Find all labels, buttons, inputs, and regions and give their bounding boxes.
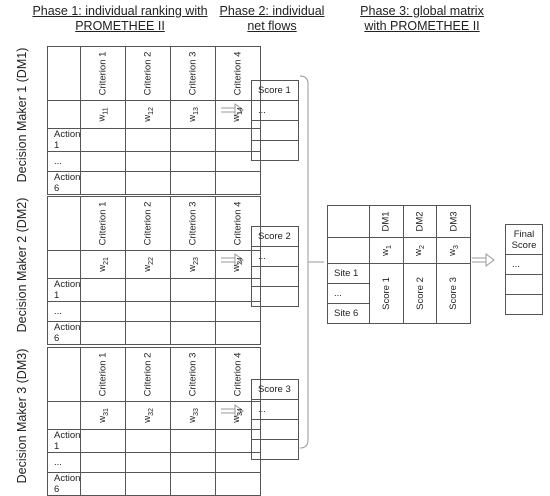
- dm2-matrix: [47, 196, 261, 345]
- dm2-action-1: Action 1: [48, 279, 81, 302]
- dm1-weight-2: $w_{12}$: [141, 107, 155, 122]
- global-score-2: Score 2: [414, 277, 426, 310]
- dm1-score-header: Score 1: [252, 81, 299, 101]
- dm3-score-header: Score 3: [252, 380, 299, 400]
- dm2-weight-1: $w_{21}$: [96, 257, 110, 272]
- dm3-weight-3: $w_{33}$: [186, 408, 200, 423]
- dm3-weight-2: $w_{32}$: [141, 408, 155, 423]
- dm2-criterion-3: Criterion 3: [187, 201, 199, 246]
- phase3-heading-line2: with PROMETHEE II: [364, 19, 480, 33]
- dm1-action-ellipsis: ...: [48, 152, 81, 172]
- dm1-action-6: Action 6: [48, 172, 81, 195]
- phase3-heading-line1: Phase 3: global matrix: [360, 4, 484, 18]
- dm3-score-ellipsis: ...: [252, 400, 299, 420]
- global-site-1: Site 1: [328, 264, 370, 284]
- final-score-table: [505, 224, 543, 315]
- dm3-action-6: Action 6: [48, 473, 81, 496]
- dm3-criterion-4: Criterion 4: [232, 352, 244, 397]
- global-matrix: [327, 205, 471, 324]
- global-score-1: Score 1: [380, 277, 392, 310]
- dm2-score-header: Score 2: [252, 227, 299, 247]
- phase1-heading-line1: Phase 1: individual ranking with: [32, 4, 208, 18]
- dm1-score-ellipsis: ...: [252, 101, 299, 121]
- global-weight-2: $w_2$: [413, 245, 427, 256]
- final-score-label-line2: Score: [511, 239, 537, 251]
- dm1-criterion-4: Criterion 4: [232, 51, 244, 96]
- phase2-heading-line1: Phase 2: individual: [219, 4, 325, 18]
- dm3-action-1: Action 1: [48, 430, 81, 453]
- dm3-score-table: [251, 379, 299, 460]
- global-score-3: Score 3: [448, 277, 460, 310]
- dm1-action-1: Action 1: [48, 129, 81, 152]
- final-score-ellipsis: ...: [506, 255, 543, 275]
- dm1-criterion-2: Criterion 2: [142, 51, 154, 96]
- dm3-criterion-3: Criterion 3: [187, 352, 199, 397]
- dm1-score-table: [251, 80, 299, 161]
- dm1-criterion-1: Criterion 1: [97, 51, 109, 96]
- dm2-action-ellipsis: ...: [48, 302, 81, 322]
- dm2-weight-3: $w_{23}$: [186, 257, 200, 272]
- dm2-score-table: [251, 226, 299, 307]
- dm3-criterion-2: Criterion 2: [142, 352, 154, 397]
- phase2-heading-line2: net flows: [247, 19, 297, 33]
- final-score-label-line1: Final: [513, 228, 535, 240]
- dm3-criterion-1: Criterion 1: [97, 352, 109, 397]
- dm2-criterion-1: Criterion 1: [97, 201, 109, 246]
- global-site-6: Site 6: [328, 304, 370, 324]
- global-column-dm3: DM3: [448, 211, 460, 232]
- phase1-heading-line2: PROMETHEE II: [75, 19, 165, 33]
- global-site-ellipsis: ...: [328, 284, 370, 304]
- dm3-matrix: [47, 347, 261, 496]
- dm1-label: Decision Maker 1 (DM1): [15, 47, 29, 183]
- global-corner-cell: [328, 206, 370, 238]
- dm3-action-ellipsis: ...: [48, 453, 81, 473]
- dm1-weight-4: $w_{14}$: [231, 107, 245, 122]
- dm2-criterion-4: Criterion 4: [232, 201, 244, 246]
- dm2-action-6: Action 6: [48, 322, 81, 345]
- global-weight-3: $w_3$: [447, 245, 461, 256]
- dm1-corner-cell: [48, 47, 81, 101]
- dm3-weight-1: $w_{31}$: [96, 408, 110, 423]
- global-column-dm1: DM1: [380, 211, 392, 232]
- dm2-weight-2: $w_{22}$: [141, 257, 155, 272]
- dm2-label: Decision Maker 2 (DM2): [15, 197, 29, 333]
- global-column-dm2: DM2: [414, 211, 426, 232]
- dm3-weight-4: $w_{34}$: [231, 408, 245, 423]
- dm1-matrix: [47, 46, 261, 195]
- dm2-score-ellipsis: ...: [252, 247, 299, 267]
- global-weight-1: $w_1$: [379, 245, 393, 256]
- dm1-weight-3: $w_{13}$: [186, 107, 200, 122]
- dm2-criterion-2: Criterion 2: [142, 201, 154, 246]
- dm2-weight-4: $w_{24}$: [231, 257, 245, 272]
- dm1-weight-1: $w_{11}$: [96, 107, 110, 122]
- dm3-label: Decision Maker 3 (DM3): [15, 348, 29, 484]
- dm1-criterion-3: Criterion 3: [187, 51, 199, 96]
